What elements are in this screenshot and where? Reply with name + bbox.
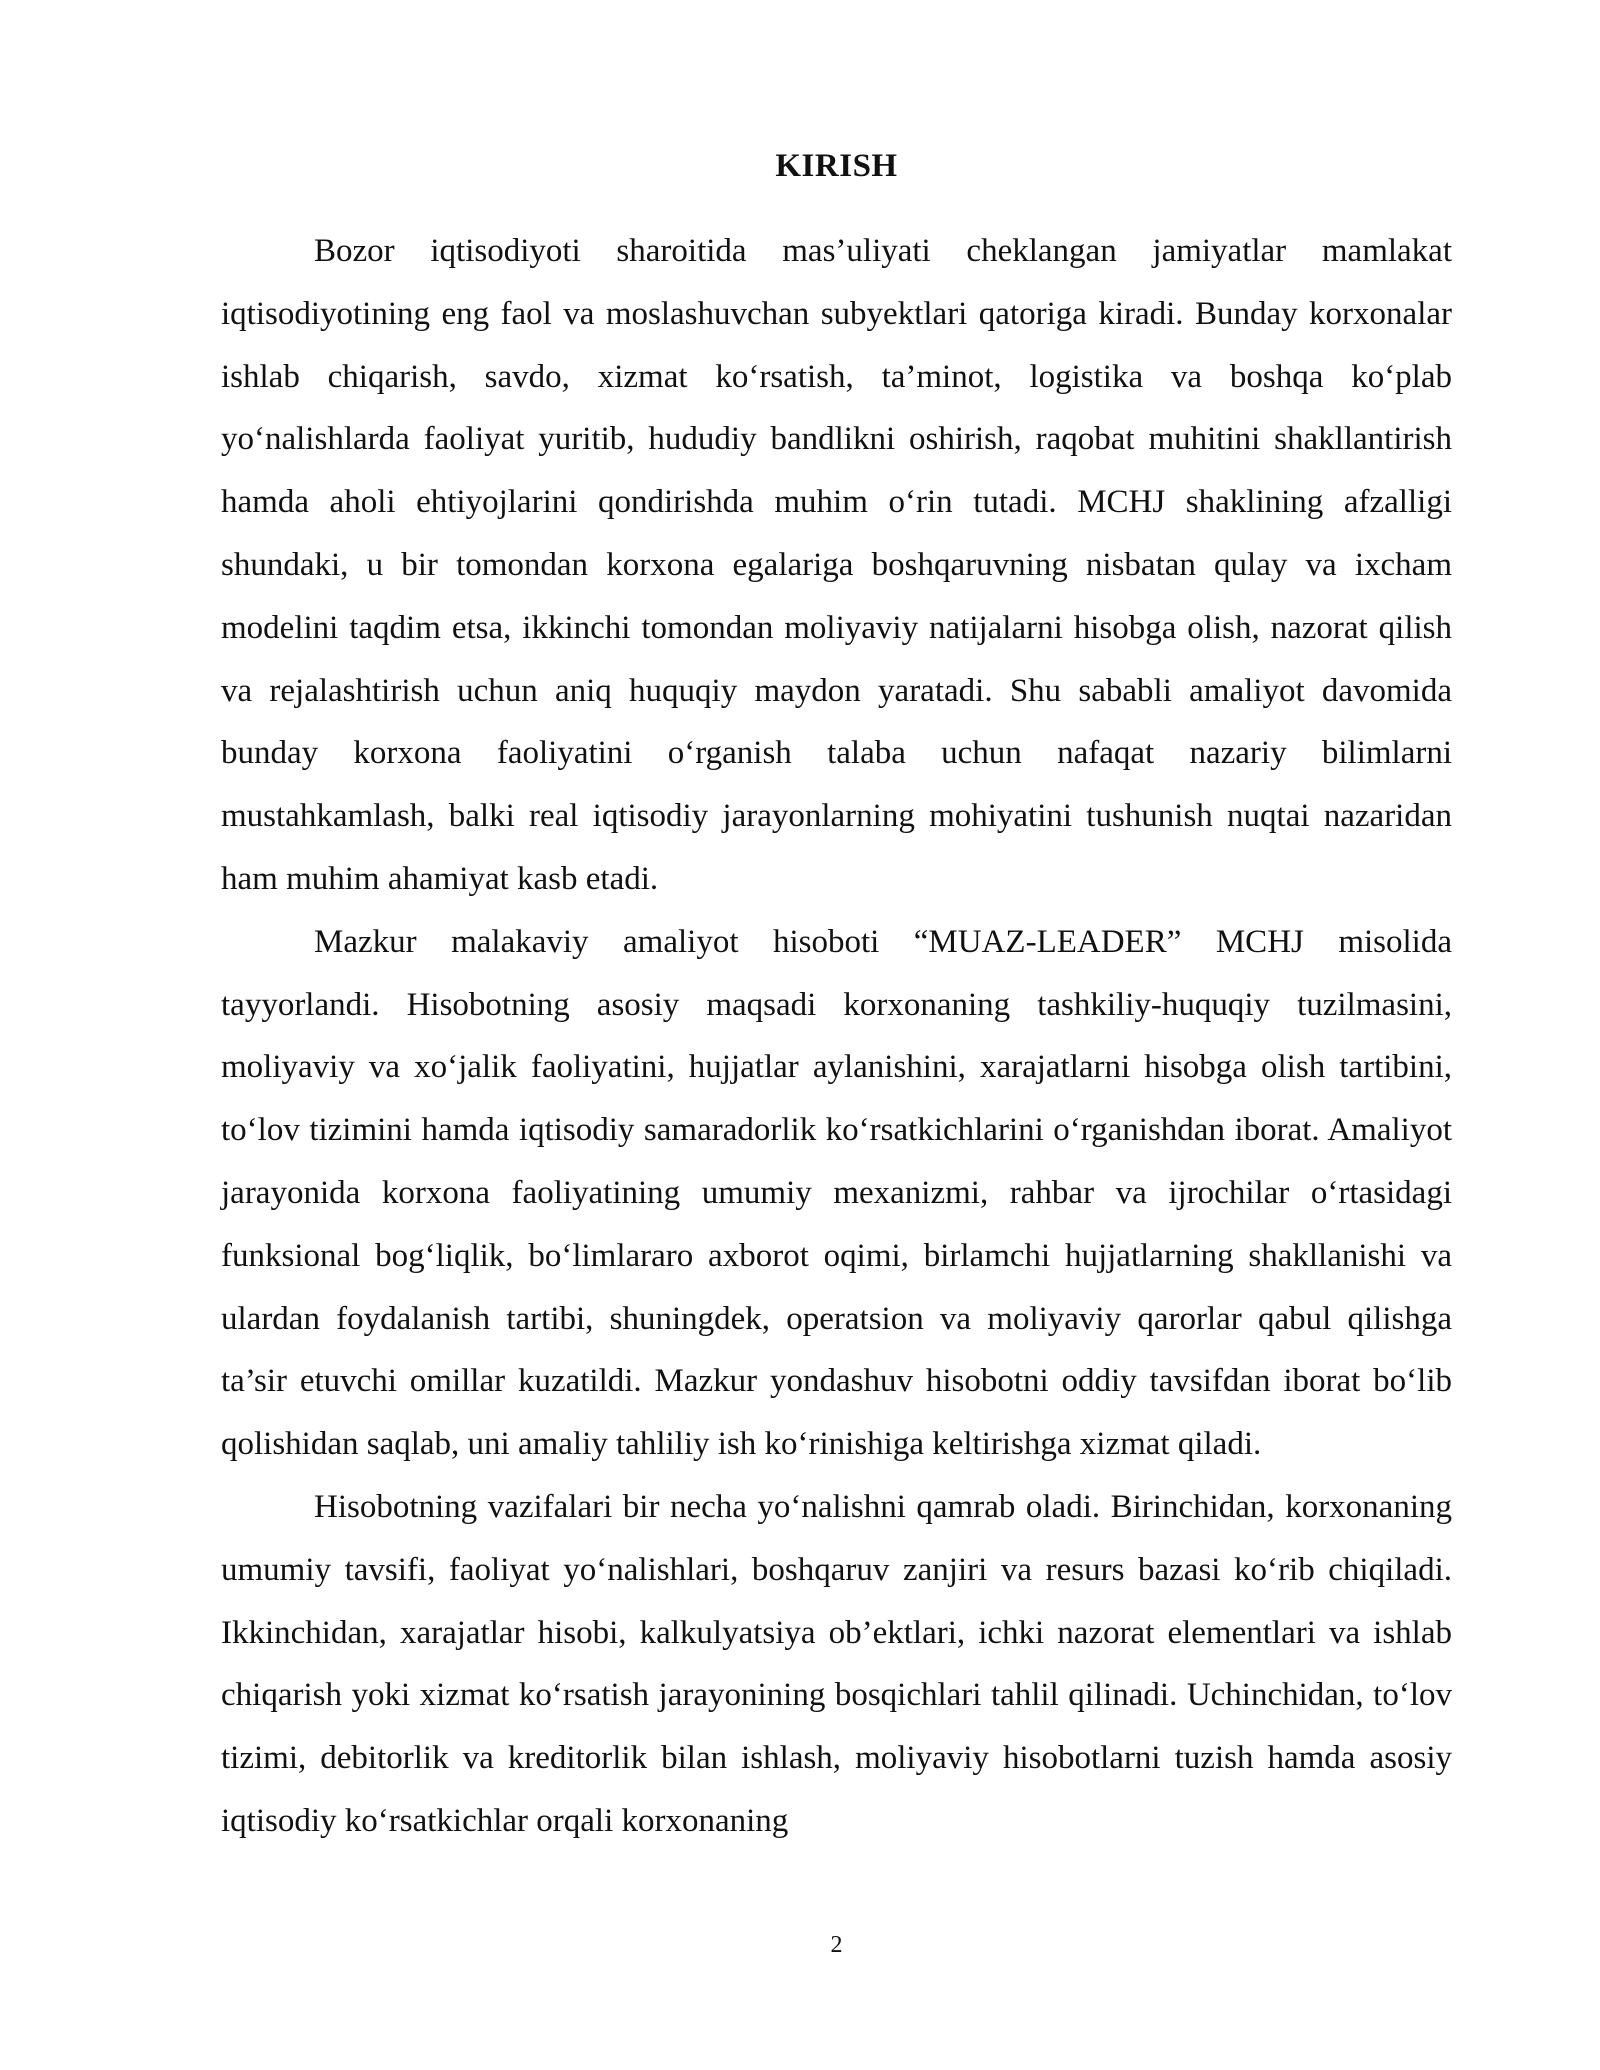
page-title: KIRISH [775,148,898,184]
paragraph-1: Bozor iqtisodiyoti sharoitida mas’uliyati cheklangan jamiyatlar mamlakat iqtisodiyotining eng faol va moslashuvchan subyektlari qatoriga kiradi. Bunday korxonalar ishlab chiqarish, savdo, xizmat ko‘rsatish, ta’minot, logistika va boshqa ko‘plab yo‘nalishlarda faoliyat yuritib, hududiy bandlikni oshirish, raqobat muhitini shakllantirish hamda aholi ehtiyojlarini qondirishda muhim o‘rin tutadi. MCHJ shaklining afzalligi shundaki, u bir tomondan korxona egalariga boshqaruvning nisbatan qulay va ixcham modelini taqdim etsa, ikkinchi tomondan moliyaviy natijalarni hisobga olish, nazorat qilish va rejalashtirish uchun aniq huquqiy maydon yaratadi. Shu sababli amaliyot davomida bunday korxona faoliyatini o‘rganish talaba uchun nafaqat nazariy bilimlarni mustahkamlash, balki real iqtisodiy jarayonlarning mohiyatini tushunish nuqtai nazaridan ham muhim ahamiyat kasb etadi. [221,233,1452,897]
paragraph-3: Hisobotning vazifalari bir necha yo‘nalishni qamrab oladi. Birinchidan, korxonaning umumiy tavsifi, faoliyat yo‘nalishlari, boshqaruv zanjiri va resurs bazasi ko‘rib chiqiladi. Ikkinchidan, xarajatlar hisobi, kalkulyatsiya ob’ektlari, ichki nazorat elementlari va ishlab chiqarish yoki xizmat ko‘rsatish jarayonining bosqichlari tahlil qilinadi. Uchinchidan, to‘lov tizimi, debitorlik va kreditorlik bilan ishlash, moliyaviy hisobotlarni tuzish hamda asosiy iqtisodiy ko‘rsatkichlar orqali korxonaning [221,1488,1452,1839]
document-page [221,0,1452,2070]
page-number: 2 [830,1932,843,1958]
paragraph-2: Mazkur malakaviy amaliyot hisoboti “MUAZ-LEADER” MCHJ misolida tayyorlandi. Hisobotning asosiy maqsadi korxonaning tashkiliy-huquqiy tuzilmasini, moliyaviy va xo‘jalik faoliyatini, hujjatlar aylanishini, xarajatlarni hisobga olish tartibini, to‘lov tizimini hamda iqtisodiy samaradorlik ko‘rsatkichlarini o‘rganishdan iborat. Amaliyot jarayonida korxona faoliyatining umumiy mexanizmi, rahbar va ijrochilar o‘rtasidagi funksional bog‘liqlik, bo‘limlararo axborot oqimi, birlamchi hujjatlarning shakllanishi va ulardan foydalanish tartibi, shuningdek, operatsion va moliyaviy qarorlar qabul qilishga ta’sir etuvchi omillar kuzatildi. Mazkur yondashuv hisobotni oddiy tavsifdan iborat bo‘lib qolishidan saqlab, uni amaliy tahliliy ish ko‘rinishiga keltirishga xizmat qiladi. [221,923,1452,1463]
document-body [221,220,1452,1853]
